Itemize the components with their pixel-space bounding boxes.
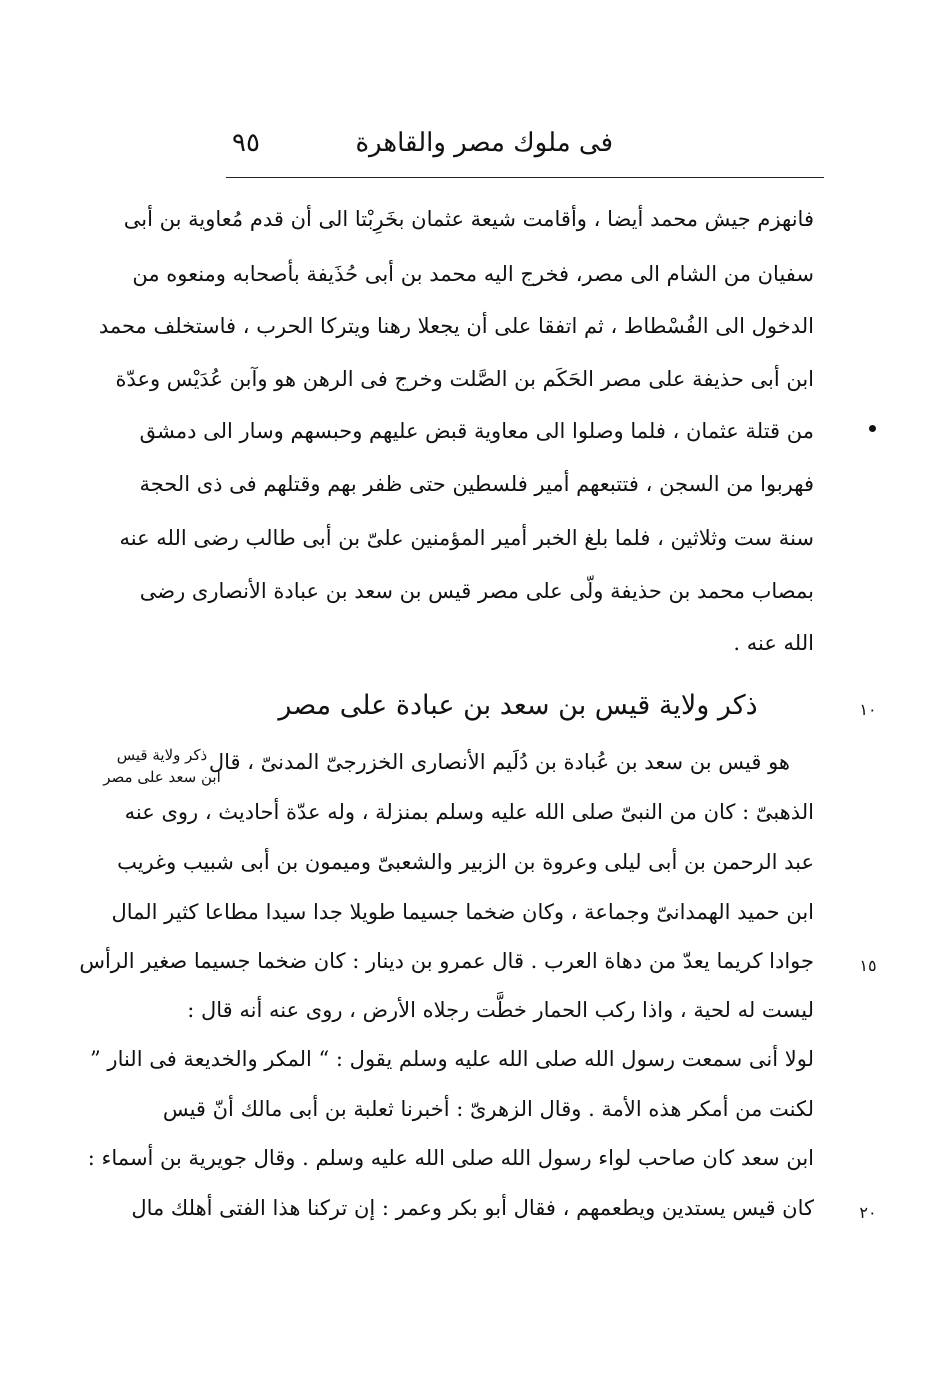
section-heading: ذكر ولاية قيس بن سعد بن عبادة على مصر [278, 690, 758, 721]
margin-number-20: ٢٠ [859, 1203, 877, 1222]
text-line: ابن أبى حذيفة على مصر الحَكَم بن الصَّلت وخرج فى الرهن هو وآبن عُدَيْس وعدّة [115, 367, 814, 391]
text-line: عبد الرحمن بن أبى ليلى وعروة بن الزبير والشعبىّ وميمون بن أبى شبيب وغريب [117, 850, 814, 874]
text-line: كان قيس يستدين ويطعمهم ، فقال أبو بكر وعمر : إن تركنا هذا الفتى أهلك مال [131, 1196, 814, 1220]
text-line: لولا أنى سمعت رسول الله صلى الله عليه وسلم يقول : “ المكر والخديعة فى النار ” [90, 1047, 814, 1071]
text-line: سفيان من الشام الى مصر، فخرج اليه محمد بن أبى حُذَيفة بأصحابه ومنعوه من [132, 262, 814, 286]
text-line: هو قيس بن سعد بن عُبادة بن دُلَيم الأنصارى الخزرجىّ المدنىّ ، قال [208, 750, 790, 774]
text-line: من قتلة عثمان ، فلما وصلوا الى معاوية قبض عليهم وحبسهم وسار الى دمشق [139, 419, 814, 443]
margin-number-10: ١٠ [859, 700, 877, 719]
text-line: الدخول الى الفُسْطاط ، ثم اتفقا على أن يجعلا رهنا ويتركا الحرب ، فاستخلف محمد [98, 314, 814, 338]
text-line: الذهبىّ : كان من النبىّ صلى الله عليه وسلم بمنزلة ، وله عدّة أحاديث ، روى عنه [124, 800, 814, 824]
text-line: سنة ست وثلاثين ، فلما بلغ الخبر أمير المؤمنين علىّ بن أبى طالب رضى الله عنه [119, 526, 814, 550]
text-line: الله عنه . [733, 631, 814, 655]
text-line: فانهزم جيش محمد أيضا ، وأقامت شيعة عثمان بخَرِبْتا الى أن قدم مُعاوية بن أبى [123, 207, 814, 231]
margin-number-15: ١٥ [859, 956, 877, 975]
text-line: ابن سعد كان صاحب لواء رسول الله صلى الله عليه وسلم . وقال جويرية بن أسماء : [87, 1146, 814, 1170]
text-line: ليست له لحية ، واذا ركب الحمار خطَّت رجلاه الأرض ، روى عنه أنه قال : [187, 998, 814, 1022]
text-line: بمصاب محمد بن حذيفة ولّى على مصر قيس بن سعد بن عبادة الأنصارى رضى [139, 579, 814, 603]
text-line: ابن حميد الهمدانىّ وجماعة ، وكان ضخما جسيما طويلا جدا سيدا مطاعا كثير المال [111, 900, 814, 924]
side-note [100, 744, 224, 788]
text-line: جوادا كريما يعدّ من دهاة العرب . قال عمرو بن دينار : كان ضخما جسيما صغير الرأس [79, 949, 814, 973]
side-note-line: ذكر ولاية قيس [116, 746, 208, 764]
running-header-title: فى ملوك مصر والقاهرة [355, 128, 613, 158]
side-note-line: ابن سعد على مصر [103, 768, 221, 786]
margin-bullet-marker [869, 425, 876, 432]
header-rule [226, 177, 824, 178]
text-line: لكنت من أمكر هذه الأمة . وقال الزهرىّ : أخبرنا ثعلبة بن أبى مالك أنّ قيس [162, 1097, 814, 1121]
page-number: ٩٥ [232, 128, 260, 158]
text-line: فهربوا من السجن ، فتتبعهم أمير فلسطين حتى ظفر بهم وقتلهم فى ذى الحجة [139, 472, 814, 496]
